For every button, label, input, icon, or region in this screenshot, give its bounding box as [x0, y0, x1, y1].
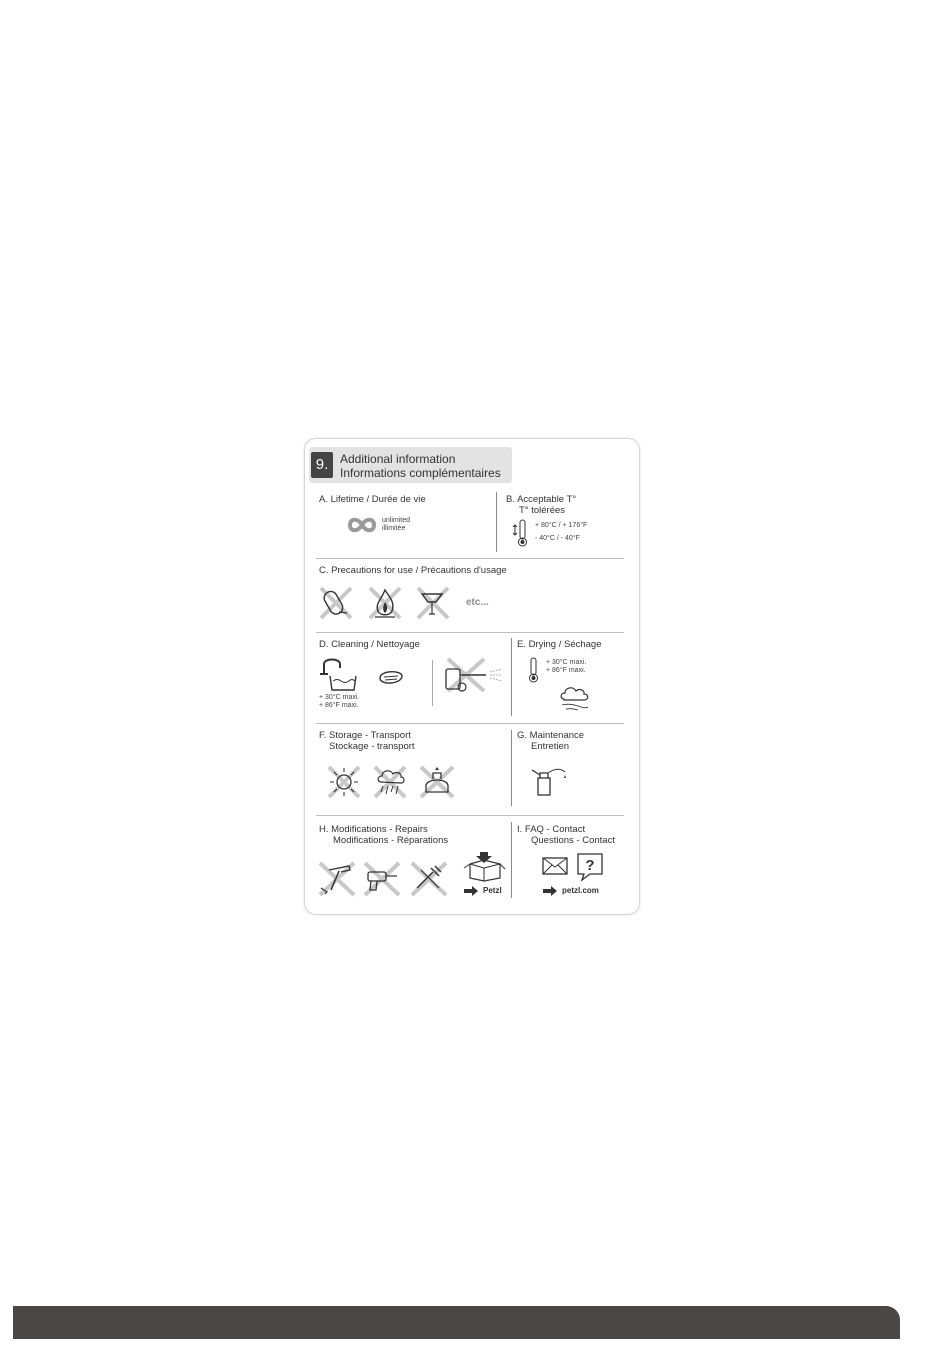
petzl-brand-label: Petzl [483, 886, 502, 895]
divider [316, 558, 624, 559]
arrow-right-icon [542, 885, 558, 897]
temperature-min: - 40°C / - 40°F [535, 535, 580, 542]
thermometer-icon [527, 656, 541, 684]
crossed-tools-icon [409, 860, 449, 898]
question-mark: ? [585, 857, 595, 874]
faucet-basin-icon [318, 656, 360, 694]
crossed-drill-icon [362, 860, 402, 898]
drying-title: E. Drying / Séchage [517, 639, 602, 650]
drying-temp-c: + 30°C maxi. [546, 659, 587, 666]
divider [496, 492, 497, 552]
cleaning-temp-c: + 30°C maxi. [319, 694, 360, 701]
divider [511, 730, 512, 806]
divider [511, 638, 512, 716]
lifetime-value-fr: illimitée [382, 525, 406, 532]
storage-subtitle: Stockage - transport [329, 741, 415, 752]
divider [316, 815, 624, 816]
crossed-pressure-washer-icon [440, 655, 506, 695]
crossed-chemical-container-icon [418, 764, 456, 800]
oil-can-icon [528, 764, 570, 798]
thermometer-icon [512, 518, 532, 548]
cleaning-temp-f: + 86°F maxi. [319, 702, 359, 709]
return-box-icon [462, 850, 506, 882]
section-title-en: Additional information [340, 452, 456, 466]
section-number: 9. [311, 452, 333, 478]
crossed-fire-icon [366, 584, 404, 622]
faq-subtitle: Questions - Contact [531, 835, 615, 846]
temperature-title: B. Acceptable T° [506, 494, 577, 505]
modifications-title: H. Modifications - Repairs [319, 824, 428, 835]
drying-temp-f: + 86°F maxi. [546, 667, 586, 674]
temperature-max: + 80°C / + 176°F [535, 522, 588, 529]
cloud-wind-icon [558, 683, 592, 713]
infinity-icon [347, 517, 377, 533]
modifications-subtitle: Modifications - Réparations [333, 835, 449, 846]
lifetime-title: A. Lifetime / Durée de vie [319, 494, 426, 505]
precautions-title: C. Precautions for use / Précautions d'usage [319, 565, 507, 576]
divider [316, 632, 624, 633]
divider [511, 822, 512, 898]
faq-title: I. FAQ - Contact [517, 824, 586, 835]
arrow-right-icon [463, 885, 479, 897]
lifetime-value-en: unlimited [382, 517, 411, 524]
crossed-sun-icon [326, 764, 362, 800]
footer-bar [13, 1306, 900, 1339]
envelope-icon [541, 856, 569, 876]
maintenance-subtitle: Entretien [531, 741, 570, 752]
crossed-rain-icon [372, 764, 408, 800]
storage-title: F. Storage - Transport [319, 730, 411, 741]
section-title-fr: Informations complémentaires [340, 466, 501, 480]
maintenance-title: G. Maintenance [517, 730, 585, 741]
divider [316, 723, 624, 724]
temperature-subtitle: T° tolérées [519, 505, 566, 516]
crossed-hammer-icon [317, 860, 357, 898]
dashed-divider [432, 660, 433, 706]
crossed-chemical-icon [414, 584, 452, 622]
cleaning-title: D. Cleaning / Nettoyage [319, 639, 420, 650]
crossed-carabiner-icon [317, 584, 355, 622]
soap-sponge-icon [376, 666, 406, 688]
question-bubble-icon [576, 852, 604, 882]
etc-label: etc... [466, 597, 489, 608]
website-link[interactable]: petzl.com [562, 886, 599, 895]
